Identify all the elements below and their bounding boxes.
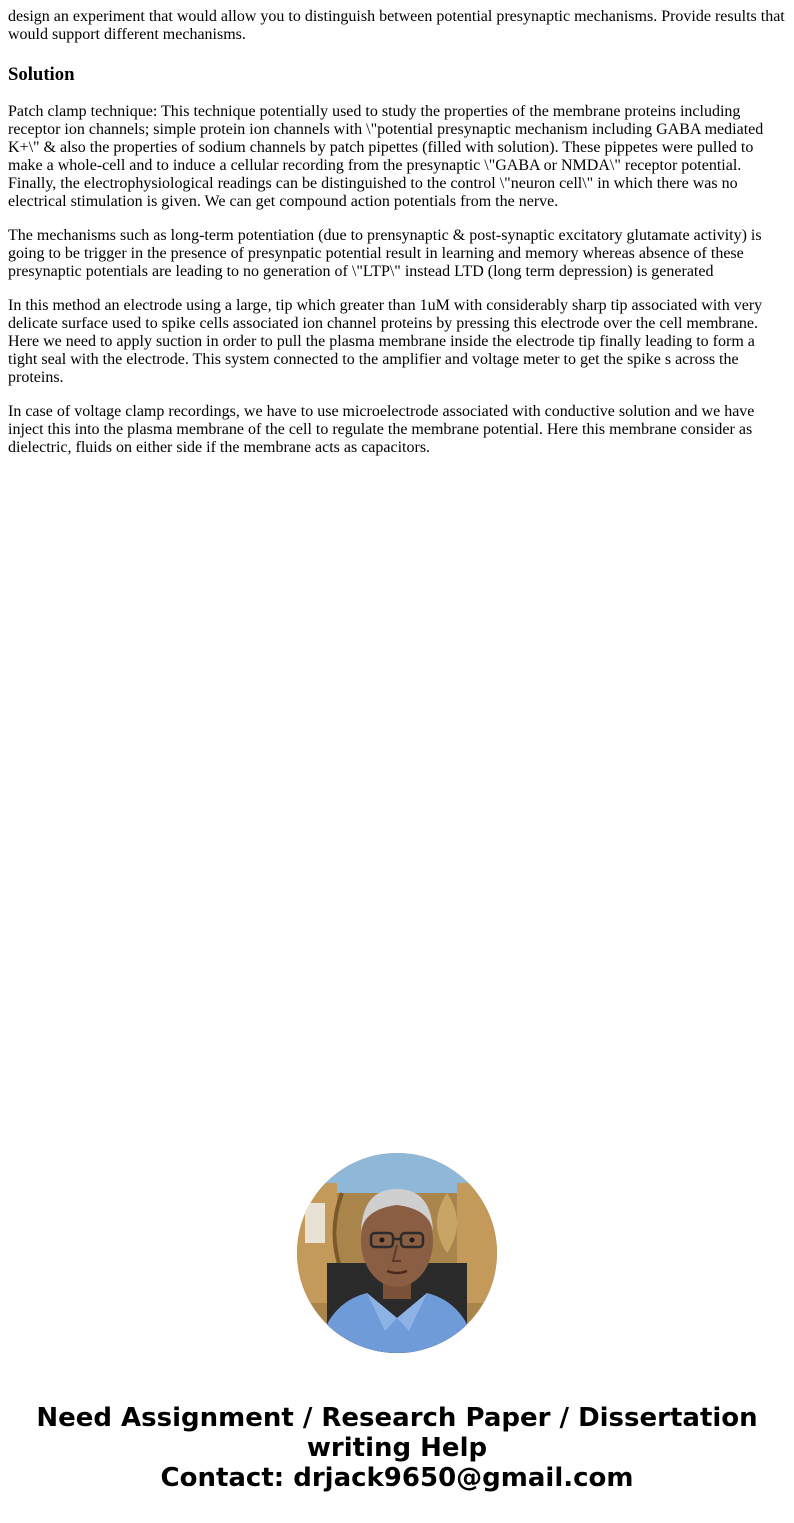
promo-contact-line: Contact: drjack9650@gmail.com [160,1463,634,1493]
promo-banner [0,1403,794,1493]
author-avatar [297,1153,497,1353]
solution-heading: Solution [8,64,75,85]
document-body [0,0,794,457]
person-portrait-icon [297,1153,497,1353]
solution-paragraph-2: The mechanisms such as long-term potentiation (due to prensynaptic & post-synaptic excitatory glutamate activity) is going to be trigger in the presence of presynpatic potential result in learning and memory whereas absence of these presynaptic potentials are leading to no generation of \"LTP\" instead LTD (long term depression) is generated [8,227,762,280]
promo-line-1: Need Assignment / Research Paper / Dissertation [36,1403,758,1433]
question-text: design an experiment that would allow you to distinguish between potential presynaptic mechanisms. Provide results that would support different mechanisms. [8,8,785,43]
solution-paragraph-3: In this method an electrode using a large, tip which greater than 1uM with considerably sharp tip associated with very delicate surface used to spike cells associated ion channel proteins by pressing this electrode over the cell membrane. Here we need to apply suction in order to pull the plasma membrane inside the electrode tip finally leading to form a tight seal with the electrode. This system connected to the amplifier and voltage meter to get the spike s across the proteins. [8,297,763,386]
promo-line-2: writing Help [306,1433,488,1463]
solution-paragraph-4: In case of voltage clamp recordings, we have to use microelectrode associated with conductive solution and we have inject this into the plasma membrane of the cell to regulate the membrane potential. Here this membrane consider as dielectric, fluids on either side if the membrane acts as capacitors. [8,403,755,456]
solution-paragraph-1: Patch clamp technique: This technique potentially used to study the properties of the membrane proteins including receptor ion channels; simple protein ion channels with \"potential presynaptic mechanism including GABA mediated K+\" & also the properties of sodium channels by patch pipettes (filled with solution). These pippetes were pulled to make a whole-cell and to induce a cellular recording from the presynaptic \"GABA or NMDA\" receptor potential. Finally, the electrophysiological readings can be distinguished to the control \"neuron cell\" in which there was no electrical stimulation is given. We can get compound action potentials from the nerve. [8,103,764,210]
